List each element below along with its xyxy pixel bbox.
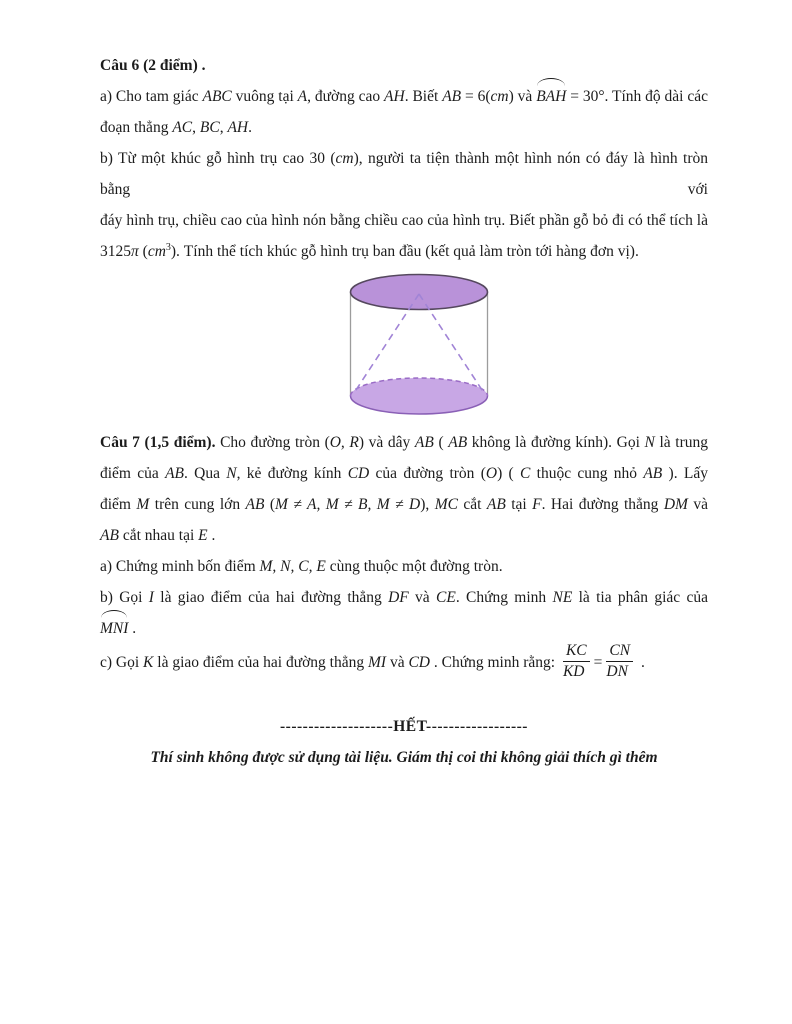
cau7-part-a xyxy=(100,551,708,582)
text-run: . Qua xyxy=(184,465,227,482)
text-run: ) và xyxy=(508,88,537,105)
cau6-part-b-line1 xyxy=(100,143,708,205)
text-run: và xyxy=(386,653,409,671)
math-var: AB xyxy=(414,434,434,451)
cau6-part-a-line1 xyxy=(100,81,708,112)
cau7-part-b-line1 xyxy=(100,582,708,613)
fraction-numerator: KC xyxy=(563,642,590,662)
math-var: A xyxy=(297,88,308,105)
text-run: , đường cao xyxy=(307,88,385,105)
math-var: E xyxy=(198,527,208,544)
math-var: cm xyxy=(335,150,354,167)
math-var: NE xyxy=(552,589,573,606)
math-var: AB xyxy=(165,465,185,482)
math-var: K xyxy=(143,653,154,671)
text-run: cắt nhau tại xyxy=(118,527,199,544)
math-var: ABC xyxy=(202,88,232,105)
fraction-CN-DN xyxy=(606,642,633,681)
angle-arc-MNI xyxy=(100,613,128,644)
math-var: N xyxy=(644,434,655,451)
math-var: MI xyxy=(367,653,387,671)
cau7-intro-line1 xyxy=(100,427,708,458)
text-run: a) Cho tam giác xyxy=(100,88,203,105)
text-run: ). Tính thể tích khúc gỗ hình trụ ban đầu (kết quả làm tròn tới hàng đơn vị). xyxy=(170,243,639,260)
math-var: AB xyxy=(643,465,663,482)
text-run: của đường tròn ( xyxy=(369,465,486,482)
text-run: là trung xyxy=(654,434,708,451)
text-run: . Biết xyxy=(404,88,443,105)
text-run: cắt xyxy=(457,496,487,513)
math-var: M, N, C, E xyxy=(259,558,326,575)
text-run: là tia phân giác của xyxy=(572,589,708,606)
math-var: MNI xyxy=(100,620,129,637)
math-var: N xyxy=(226,465,237,482)
figure-container xyxy=(100,271,708,419)
text-run: ( xyxy=(433,434,449,451)
cau7-part-c xyxy=(100,644,708,683)
text-run: Cho đường tròn ( xyxy=(215,434,330,451)
math-var: AC xyxy=(172,119,193,136)
text-run: là giao điểm của hai đường thẳng xyxy=(153,653,368,671)
math-var: M xyxy=(136,496,150,513)
text-run: đáy hình trụ, chiều cao của hình nón bằng chiều cao của hình trụ. Biết phần gỗ bỏ đi có thể tích là xyxy=(100,212,708,229)
math-var: cm xyxy=(490,88,509,105)
cau6-part-a-line2 xyxy=(100,112,708,143)
math-var: AB xyxy=(486,496,506,513)
text-run: ) và dây xyxy=(358,434,415,451)
text-run: . Chứng minh xyxy=(455,589,553,606)
text-run: và xyxy=(687,496,709,513)
text-run: . Chứng minh rằng: xyxy=(430,653,559,671)
fraction-denominator: KD xyxy=(562,662,585,680)
math-var: I xyxy=(148,589,154,606)
math-var: AB xyxy=(245,496,265,513)
text-run: 3125 xyxy=(100,243,131,260)
math-expr: M ≠ A, M ≠ B, M ≠ D xyxy=(275,496,421,513)
text-run: . xyxy=(207,527,216,544)
text-run: . xyxy=(637,653,645,671)
fraction-denominator: DN xyxy=(606,662,628,680)
math-var: DF xyxy=(388,589,409,606)
math-var: AB xyxy=(448,434,468,451)
cylinder-cone-figure xyxy=(347,271,491,419)
superscript-exponent: 3 xyxy=(165,241,171,253)
math-unit: cm xyxy=(147,243,166,260)
math-var: AB xyxy=(100,527,119,544)
text-run: đoạn thẳng xyxy=(100,119,173,136)
math-var: CD xyxy=(408,653,430,671)
footer-instruction: Thí sinh không được sử dụng tài liệu. Giám thị coi thi không giải thích gì thêm xyxy=(150,748,658,766)
text-run: . xyxy=(128,620,137,637)
math-var: CE xyxy=(436,589,456,606)
cone-slant-right xyxy=(419,294,484,393)
text-run: và xyxy=(408,589,436,606)
text-run: ( xyxy=(264,496,276,513)
math-var: O xyxy=(485,465,498,482)
text-run: = 6( xyxy=(461,88,491,105)
text-run: = 30°. Tính độ dài các xyxy=(566,88,709,105)
text-run: c) Gọi xyxy=(100,653,144,671)
equals-sign: = xyxy=(593,653,603,671)
math-var: AH xyxy=(384,88,405,105)
cau7-intro-line4 xyxy=(100,520,708,551)
cau6-heading: Câu 6 (2 điểm) . xyxy=(100,57,206,74)
cau7-intro-line2 xyxy=(100,458,708,489)
math-var: MC xyxy=(434,496,458,513)
text-run: . xyxy=(248,119,252,136)
fraction-KC-KD xyxy=(563,642,590,681)
text-run: điểm của xyxy=(100,465,166,482)
text-run: điểm xyxy=(100,496,137,513)
angle-arc-BAH xyxy=(536,81,566,112)
math-var: AB xyxy=(442,88,462,105)
math-var: AH xyxy=(227,119,249,136)
math-var: BC xyxy=(199,119,220,136)
text-run: trên cung lớn xyxy=(149,496,246,513)
math-var: F xyxy=(532,496,542,513)
text-run: thuộc cung nhỏ xyxy=(530,465,644,482)
text-run: , xyxy=(219,119,228,136)
math-var: CD xyxy=(347,465,370,482)
text-run: ), người ta tiện thành một hình nón có đáy là hình tròn bằng với xyxy=(100,150,708,198)
math-pi: π xyxy=(131,243,139,260)
text-run: tại xyxy=(505,496,533,513)
cylinder-top-face xyxy=(351,275,488,310)
text-run: , kẻ đường kính xyxy=(236,465,348,482)
text-run: vuông tại xyxy=(231,88,298,105)
math-var: O, R xyxy=(329,434,359,451)
text-run: , xyxy=(192,119,200,136)
text-run: a) Chứng minh bốn điểm xyxy=(100,558,260,575)
cau6-part-b-line3 xyxy=(100,236,708,267)
text-run: ), xyxy=(420,496,435,513)
end-separator: --------------------HẾT------------------ xyxy=(280,717,528,735)
fraction-numerator: CN xyxy=(606,642,633,662)
text-run: ) ( xyxy=(497,465,520,482)
text-run: ( xyxy=(138,243,148,260)
cau7-intro-line3 xyxy=(100,489,708,520)
cau7-heading: Câu 7 (1,5 điểm). xyxy=(100,434,216,451)
text-run: là giao điểm của hai đường thẳng xyxy=(153,589,389,606)
cau7-part-b-line2 xyxy=(100,613,708,644)
text-run: không là đường kính). Gọi xyxy=(467,434,645,451)
math-var: BAH xyxy=(536,88,567,105)
cau6-part-b-line2 xyxy=(100,205,708,236)
text-run: ). Lấy xyxy=(662,465,708,482)
math-var: DM xyxy=(663,496,688,513)
text-run: cùng thuộc một đường tròn. xyxy=(325,558,503,575)
text-run: b) Từ một khúc gỗ hình trụ cao 30 ( xyxy=(100,150,336,167)
math-var: C xyxy=(520,465,531,482)
text-run: . Hai đường thẳng xyxy=(541,496,664,513)
text-run: b) Gọi xyxy=(100,589,149,606)
